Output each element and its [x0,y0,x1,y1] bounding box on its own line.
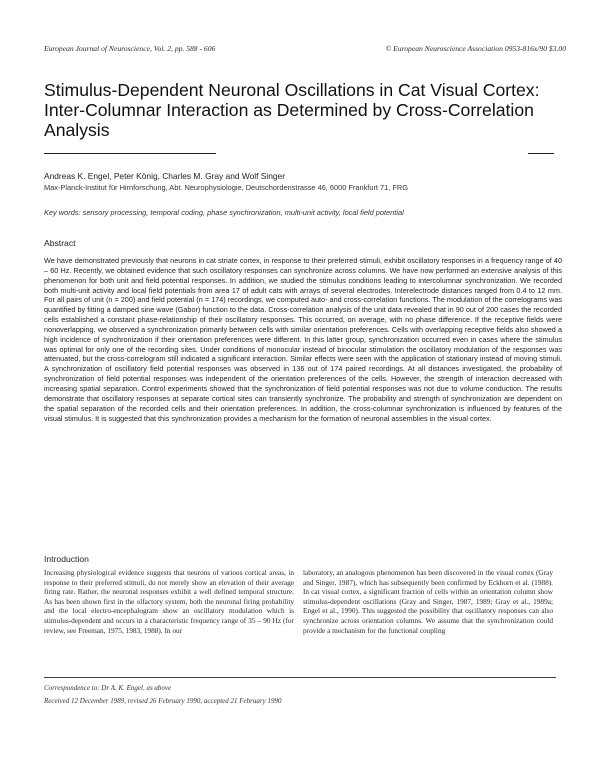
affiliation: Max-Planck-Institut für Hirnforschung, Abt. Neurophysiologie, Deutschordenstrasse 46, 6000 Frankfurt 71, FRG [44,183,408,192]
running-head-journal: European Journal of Neuroscience, Vol. 2, pp. 588 - 606 [44,44,216,53]
abstract-heading: Abstract [44,238,76,248]
introduction-heading: Introduction [44,554,89,564]
introduction-left-column: Increasing physiological evidence suggests that neurons of various cortical areas, in response to their preferred stimuli, do not merely show an elevation of their average firing rate. Rather, the neuronal responses exhibit a well defined temporal structure. As has been shown first in the olfactory system, both the neuronal firing probability and the local electro-encephalogram show an oscillatory modulation which is stimulus-dependent and occurs in a characteristic frequency range of 35 – 90 Hz (for review, see Freeman, 1975, 1983, 1988). In our [44,568,294,635]
correspondence-note: Correspondence to: Dr A. K. Engel, as above [44,684,172,692]
keywords-text: sensory processing, temporal coding, phase synchronization, multi-unit activity, local field potential [82,208,404,217]
article-title: Stimulus-Dependent Neuronal Oscillations in Cat Visual Cortex: Inter-Columnar Interaction as Determined by Cross-Correlation Analysis [44,80,540,140]
title-rule-right [528,153,554,154]
abstract-body: We have demonstrated previously that neurons in cat striate cortex, in response to their preferred stimuli, exhibit oscillatory responses in a frequency range of 40 – 60 Hz. Recently, we obtained evidence that such oscillatory responses can synchronize across columns. We have now performed an extensive analysis of this phenomenon for both unit and field potential responses. In addition, we studied the stimulus conditions leading to intercolumnar synchronization. We recorded both multi-unit activity and local field potentials from area 17 of adult cats with arrays of several electrodes. Interelectrode distances ranged from 0.4 to 12 mm. For all pairs of unit (n = 200) and field potential (n = 174) recordings, we computed auto- and cross-correlation functions. The modulation of the correlograms was quantified by fitting a damped sine wave (Gabor) function to the data. Cross-correlation analysis of the unit data revealed that in 90 out of 200 cases the recorded cells established a constant phase-relationship of their oscillatory responses. This occurred, on average, with no phase difference. If the receptive fields were nonoverlapping, we observed a synchronization primarily between cells with similar orientation preferences. Cells with overlapping receptive fields also showed a high incidence of synchronization if their orientation preferences were different. In this latter group, synchronization occurred even in cases where the stimulus was optimal for only one of the recording sites. Under conditions of monocular instead of binocular stimulation the oscillatory modulation of the responses was attenuated, but the cross-correlogram still indicated a significant interaction. Similar effects were seen with the application of stationary instead of moving stimuli. A synchronization of oscillatory field potential responses was observed in 136 out of 174 paired recordings. At all distances investigated, the probability of synchronization of field potential responses was independent of the orientation preferences of the cells. However, the strength of interaction decreased with increasing spatial separation. Control experiments showed that the synchronization of field potential responses was not due to volume conduction. The results demonstrate that oscillatory responses at separate cortical sites can transiently synchronize. The probability and strength of synchronization are dependent on the spatial separation of the recorded cells and their orientation preferences. In addition, the cross-columnar synchronization is influenced by features of the visual stimulus. It is suggested that this synchronization provides a mechanism for the formation of neuronal assemblies in the visual cortex. [44,256,562,423]
received-dates: Received 12 December 1989, revised 26 February 1990, accepted 21 February 1990 [44,697,282,705]
introduction-right-column: laboratory, an analogous phenomenon has been discovered in the visual cortex (Gray and Singer, 1987), which has subsequently been confirmed by Eckhorn et al. (1988). In cat visual cortex, a significant fraction of cells within an orientation column show stimulus-dependent oscillations (Gray and Singer, 1987, 1989; Gray et al., 1989a; Engel et al., 1990). This suggested the possibility that oscillatory responses can also synchronize across orientation columns. We assume that the synchronization could provide a mechanism for the functional coupling [303,568,553,635]
footnote-rule [44,677,556,678]
keywords-label: Key words: [44,208,81,217]
running-head-copyright: © European Neuroscience Association 0953-816x/90 $3.00 [385,44,566,53]
author-list: Andreas K. Engel, Peter König, Charles M. Gray and Wolf Singer [44,171,285,181]
keywords [44,208,404,217]
title-rule-left [44,153,216,154]
